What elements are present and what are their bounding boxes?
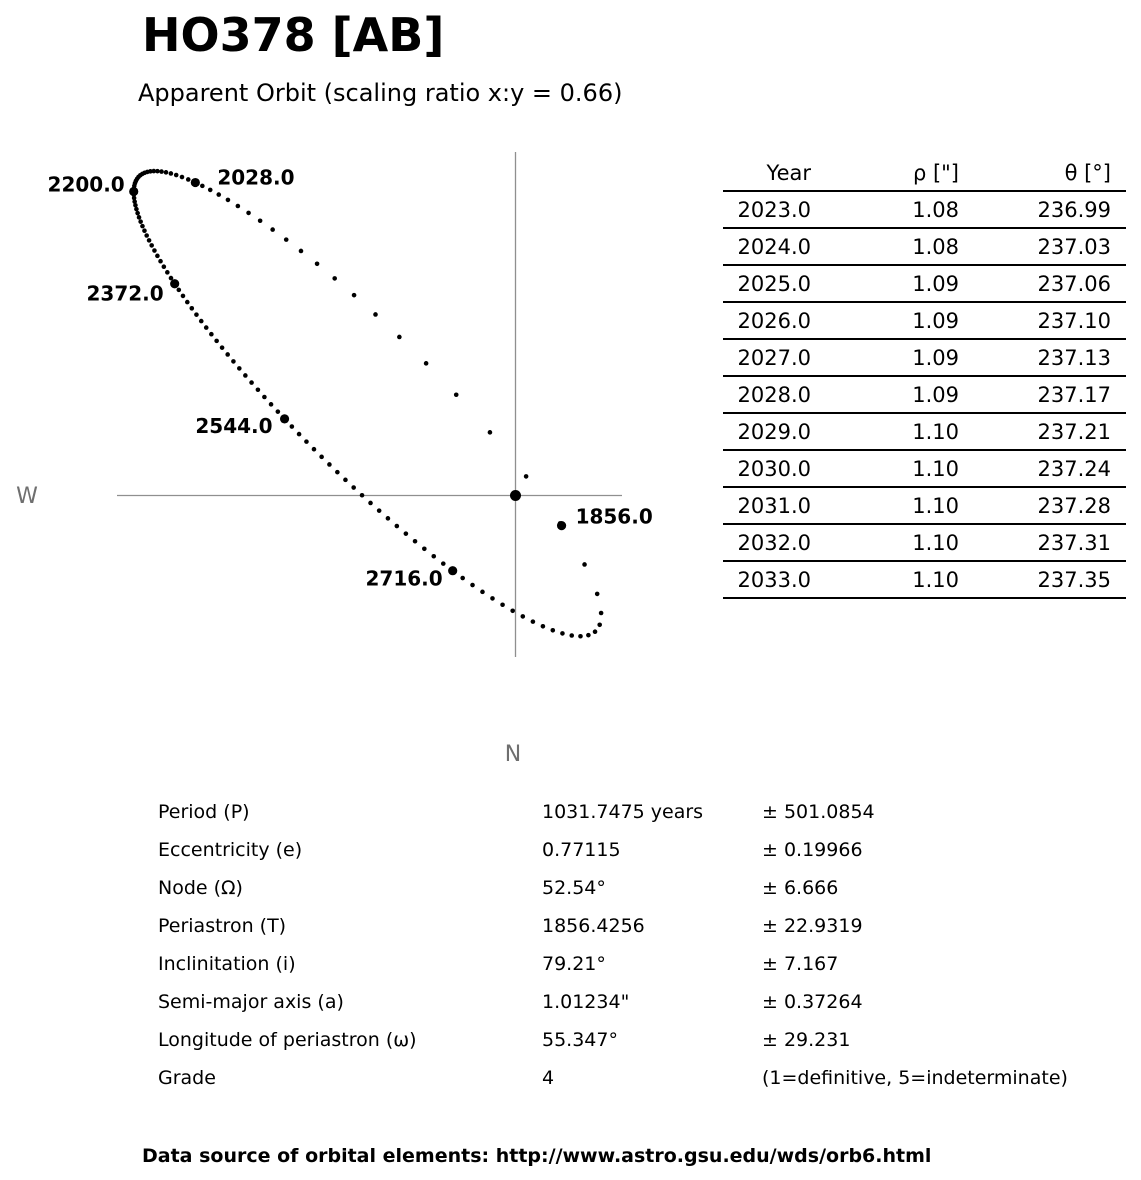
element-label: Inclinitation (i) xyxy=(158,953,296,975)
ephemeris-column-header: ρ ["] xyxy=(811,155,959,191)
orbit-dot xyxy=(149,243,154,248)
orbit-dot xyxy=(520,614,525,619)
table-row xyxy=(723,339,1126,376)
orbit-dot xyxy=(441,561,446,566)
orbit-dot xyxy=(216,192,221,197)
element-row xyxy=(158,793,1068,831)
orbit-dot xyxy=(413,539,418,544)
theta-cell: 237.31 xyxy=(959,524,1126,561)
year-cell: 2029.0 xyxy=(723,413,811,450)
element-error: ± 501.0854 xyxy=(762,801,875,823)
table-row xyxy=(723,561,1126,598)
element-row xyxy=(158,983,1068,1021)
year-cell: 2030.0 xyxy=(723,450,811,487)
orbit-dot xyxy=(165,270,170,275)
orbit-dot xyxy=(189,306,194,311)
orbit-dot xyxy=(500,602,505,607)
orbit-dot xyxy=(204,325,209,330)
rho-cell: 1.10 xyxy=(811,561,959,598)
element-label: Node (Ω) xyxy=(158,877,243,899)
orbit-dot xyxy=(249,380,254,385)
orbit-dot xyxy=(284,237,289,242)
rho-cell: 1.10 xyxy=(811,487,959,524)
element-error: ± 0.37264 xyxy=(762,991,863,1013)
rho-cell: 1.10 xyxy=(811,524,959,561)
orbit-dot xyxy=(431,554,436,559)
orbit-dot xyxy=(470,583,475,588)
orbit-dot xyxy=(541,624,546,629)
table-row xyxy=(723,191,1126,228)
theta-cell: 237.24 xyxy=(959,450,1126,487)
orbit-dot xyxy=(395,524,400,529)
orbit-dot xyxy=(258,218,263,223)
orbit-dot xyxy=(243,373,248,378)
element-label: Grade xyxy=(158,1067,216,1089)
orbit-dot xyxy=(582,562,587,567)
theta-cell: 237.21 xyxy=(959,413,1126,450)
orbit-dot xyxy=(159,169,164,174)
epoch-marker-2544.0 xyxy=(280,414,289,423)
orbit-dot xyxy=(510,608,515,613)
theta-cell: 236.99 xyxy=(959,191,1126,228)
element-row xyxy=(158,831,1068,869)
table-row xyxy=(723,524,1126,561)
epoch-label-2716.0: 2716.0 xyxy=(365,566,443,591)
orbit-dot xyxy=(422,546,427,551)
theta-cell: 237.28 xyxy=(959,487,1126,524)
rho-cell: 1.09 xyxy=(811,265,959,302)
rho-cell: 1.10 xyxy=(811,450,959,487)
element-label: Longitude of periastron (ω) xyxy=(158,1029,417,1051)
orbit-dot xyxy=(319,455,324,460)
element-value: 0.77115 xyxy=(542,839,621,861)
rho-cell: 1.10 xyxy=(811,413,959,450)
orbit-dot xyxy=(373,312,378,317)
rho-cell: 1.08 xyxy=(811,191,959,228)
page-title: HO378 [AB] xyxy=(142,8,445,62)
table-row xyxy=(723,302,1126,339)
orbit-dot xyxy=(404,531,409,536)
orbit-dot xyxy=(199,319,204,324)
orbit-dot xyxy=(270,227,275,232)
element-row xyxy=(158,1059,1068,1097)
page-subtitle: Apparent Orbit (scaling ratio x:y = 0.66) xyxy=(138,79,623,107)
table-row xyxy=(723,376,1126,413)
west-axis-label: W xyxy=(16,484,38,509)
epoch-label-1856.0: 1856.0 xyxy=(575,504,653,529)
orbit-dot xyxy=(595,592,600,597)
orbit-dot xyxy=(220,345,225,350)
year-cell: 2024.0 xyxy=(723,228,811,265)
orbit-dot xyxy=(200,184,205,189)
orbit-dot xyxy=(368,501,373,506)
orbit-dot xyxy=(262,395,267,400)
orbit-dot xyxy=(386,516,391,521)
orbit-dot xyxy=(186,177,191,182)
orbit-dot xyxy=(208,188,213,193)
orbit-dot xyxy=(181,294,186,299)
orbit-dot xyxy=(138,219,143,224)
orbit-dot xyxy=(290,424,295,429)
orbit-dot xyxy=(256,387,261,392)
orbit-dot xyxy=(174,173,179,178)
epoch-label-2200.0: 2200.0 xyxy=(47,172,125,197)
element-value: 79.21° xyxy=(542,953,606,975)
table-row xyxy=(723,450,1126,487)
orbit-dot xyxy=(237,366,242,371)
orbit-dot xyxy=(550,628,555,633)
north-axis-label: N xyxy=(504,742,522,767)
orbit-dot xyxy=(269,402,274,407)
orbit-dot xyxy=(524,474,529,479)
element-row xyxy=(158,869,1068,907)
orbit-dot xyxy=(246,211,251,216)
orbit-dot xyxy=(343,478,348,483)
orbit-dot xyxy=(335,470,340,475)
ephemeris-header-row xyxy=(723,155,1126,191)
rho-cell: 1.09 xyxy=(811,302,959,339)
epoch-label-2544.0: 2544.0 xyxy=(195,413,273,438)
element-row xyxy=(158,907,1068,945)
orbit-dot xyxy=(162,264,167,269)
orbit-dot xyxy=(299,249,304,254)
orbit-dot xyxy=(490,596,495,601)
year-cell: 2025.0 xyxy=(723,265,811,302)
table-row xyxy=(723,487,1126,524)
year-cell: 2023.0 xyxy=(723,191,811,228)
year-cell: 2028.0 xyxy=(723,376,811,413)
element-value: 1856.4256 xyxy=(542,915,645,937)
orbit-dot xyxy=(164,170,169,175)
epoch-label-2028.0: 2028.0 xyxy=(217,165,295,190)
orbit-dot xyxy=(360,493,365,498)
orbit-dot xyxy=(454,392,459,397)
epoch-marker-2716.0 xyxy=(448,566,457,575)
orbit-dot xyxy=(158,259,163,264)
rho-cell: 1.08 xyxy=(811,228,959,265)
element-error: ± 0.19966 xyxy=(762,839,863,861)
theta-cell: 237.10 xyxy=(959,302,1126,339)
orbit-dot xyxy=(593,629,598,634)
epoch-marker-1856.0 xyxy=(557,521,566,530)
orbit-dot xyxy=(586,633,591,638)
orbit-dot xyxy=(351,485,356,490)
year-cell: 2033.0 xyxy=(723,561,811,598)
orbit-dot xyxy=(560,631,565,636)
orbit-dot xyxy=(304,439,309,444)
orbit-dot xyxy=(531,619,536,624)
year-cell: 2031.0 xyxy=(723,487,811,524)
orbit-dot xyxy=(488,430,493,435)
orbit-dot xyxy=(155,254,160,259)
orbit-dot xyxy=(140,224,145,229)
ephemeris-table xyxy=(723,155,1126,599)
orbit-dot xyxy=(225,352,230,357)
element-row xyxy=(158,1021,1068,1059)
element-value: 4 xyxy=(542,1067,555,1089)
element-value: 55.347° xyxy=(542,1029,618,1051)
orbit-dot xyxy=(180,175,185,180)
element-value: 1.01234" xyxy=(542,991,630,1013)
orbit-dot xyxy=(134,207,139,212)
orbit-dot xyxy=(147,238,152,243)
orbit-dot xyxy=(332,276,337,281)
orbit-dot xyxy=(578,634,583,639)
year-cell: 2027.0 xyxy=(723,339,811,376)
epoch-label-2372.0: 2372.0 xyxy=(86,281,164,306)
orbit-dot xyxy=(226,198,231,203)
orbit-dot xyxy=(236,204,241,209)
year-cell: 2026.0 xyxy=(723,302,811,339)
orbit-dot xyxy=(231,359,236,364)
element-error: (1=definitive, 5=indeterminate) xyxy=(762,1067,1068,1089)
primary-star-marker xyxy=(510,490,521,501)
element-value: 1031.7475 years xyxy=(542,801,704,823)
orbit-dot xyxy=(142,228,147,233)
table-row xyxy=(723,228,1126,265)
element-error: ± 7.167 xyxy=(762,953,839,975)
rho-cell: 1.09 xyxy=(811,339,959,376)
element-row xyxy=(158,945,1068,983)
element-error: ± 29.231 xyxy=(762,1029,851,1051)
theta-cell: 237.06 xyxy=(959,265,1126,302)
theta-cell: 237.03 xyxy=(959,228,1126,265)
orbit-dot xyxy=(177,288,182,293)
orbit-dot xyxy=(152,248,157,253)
data-source-note: Data source of orbital elements: http://www.astro.gsu.edu/wds/orb6.html xyxy=(142,1145,932,1167)
orbit-dot xyxy=(312,447,317,452)
ephemeris-column-header: Year xyxy=(723,155,811,191)
orbit-dot xyxy=(144,233,149,238)
orbit-dot xyxy=(599,611,604,616)
orbit-dot xyxy=(569,633,574,638)
orbit-dot xyxy=(315,262,320,267)
orbit-dot xyxy=(397,335,402,340)
theta-cell: 237.17 xyxy=(959,376,1126,413)
table-row xyxy=(723,265,1126,302)
epoch-marker-2372.0 xyxy=(170,279,179,288)
epoch-marker-2028.0 xyxy=(191,178,200,187)
orbit-dot xyxy=(276,409,281,414)
orbit-dot xyxy=(169,171,174,176)
orbit-dot xyxy=(194,312,199,317)
element-value: 52.54° xyxy=(542,877,606,899)
table-row xyxy=(723,413,1126,450)
orbit-dot xyxy=(424,361,429,366)
element-label: Eccentricity (e) xyxy=(158,839,303,861)
orbit-dot xyxy=(460,576,465,581)
orbit-dot xyxy=(135,211,140,216)
orbit-dot xyxy=(133,203,138,208)
element-error: ± 6.666 xyxy=(762,877,839,899)
element-label: Semi-major axis (a) xyxy=(158,991,344,1013)
rho-cell: 1.09 xyxy=(811,376,959,413)
theta-cell: 237.13 xyxy=(959,339,1126,376)
theta-cell: 237.35 xyxy=(959,561,1126,598)
orbit-dot xyxy=(597,623,602,628)
orbit-dot xyxy=(137,215,142,220)
element-label: Periastron (T) xyxy=(158,915,287,937)
orbit-dot xyxy=(327,462,332,467)
orbit-plot xyxy=(0,0,700,790)
orbit-dot xyxy=(352,293,357,298)
orbit-dot xyxy=(297,432,302,437)
orbit-dot xyxy=(209,332,214,337)
orbit-dot xyxy=(377,508,382,513)
ephemeris-column-header: θ [°] xyxy=(959,155,1126,191)
orbit-dot xyxy=(480,590,485,595)
orbit-dot xyxy=(214,339,219,344)
epoch-marker-2200.0 xyxy=(129,187,138,196)
year-cell: 2032.0 xyxy=(723,524,811,561)
element-label: Period (P) xyxy=(158,801,250,823)
orbit-dot xyxy=(185,300,190,305)
element-error: ± 22.9319 xyxy=(762,915,863,937)
orbital-elements-list xyxy=(158,793,1068,1097)
